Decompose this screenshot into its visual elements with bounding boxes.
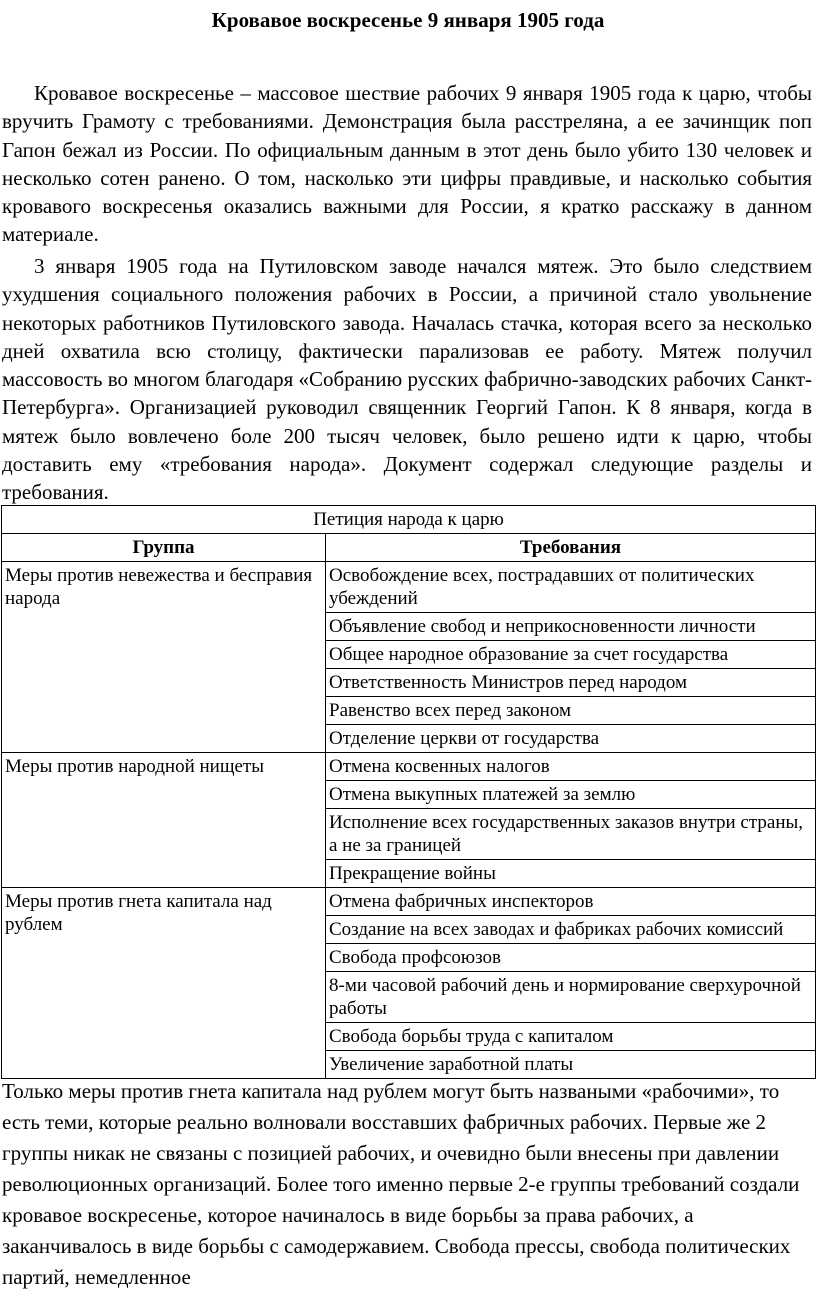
group-cell: Меры против невежества и бесправия народа	[2, 562, 326, 753]
demand-cell: Отмена фабричных инспекторов	[326, 888, 816, 916]
demand-cell: Исполнение всех государственных заказов внутри страны, а не за границей	[326, 809, 816, 860]
page-title: Кровавое воскресенье 9 января 1905 года	[211, 8, 605, 32]
demand-cell: Создание на всех заводах и фабриках рабочих комиссий	[326, 916, 816, 944]
demand-cell: 8-ми часовой рабочий день и нормирование сверхурочной работы	[326, 972, 816, 1023]
demand-cell: Ответственность Министров перед народом	[326, 669, 816, 697]
column-header-group: Группа	[2, 534, 326, 562]
demand-cell: Общее народное образование за счет государства	[326, 641, 816, 669]
petition-table	[1, 505, 816, 1079]
group-cell: Меры против народной нищеты	[2, 753, 326, 888]
group-cell: Меры против гнета капитала над рублем	[2, 888, 326, 1079]
table-caption: Петиция народа к царю	[2, 506, 816, 534]
conclusion-paragraph: Только меры против гнета капитала над рублем могут быть назваными «рабочими», то есть теми, которые реально волновали восставших фабричных рабочих. Первые же 2 группы никак не связаны с позицией рабочих, и очевидно были внесены при давлении революционных организаций. Более того именно первые 2-е группы требований создали кровавое воскресенье, которое начиналось в виде борьбы за права рабочих, а заканчивалось в виде борьбы с самодержавием. Свобода прессы, свобода политических партий, немедленное	[2, 1079, 800, 1289]
demand-cell: Равенство всех перед законом	[326, 697, 816, 725]
demand-cell: Прекращение войны	[326, 860, 816, 888]
table-row	[2, 753, 816, 781]
demand-cell: Объявление свобод и неприкосновенности личности	[326, 613, 816, 641]
table-row	[2, 562, 816, 613]
demand-cell: Увеличение заработной платы	[326, 1051, 816, 1079]
intro-paragraph: Кровавое воскресенье – массовое шествие рабочих 9 января 1905 года к царю, чтобы вручить Грамоту с требованиями. Демонстрация была расстреляна, а ее зачинщик поп Гапон бежал из России. По официальным данным в этот день было убито 130 человек и несколько сотен ранено. О том, насколько эти цифры правдивые, и насколько события кровавого воскресенья оказались важными для России, я кратко расскажу в данном материале.	[2, 81, 812, 247]
demand-cell: Отмена косвенных налогов	[326, 753, 816, 781]
demand-cell: Свобода профсоюзов	[326, 944, 816, 972]
history-paragraph: 3 января 1905 года на Путиловском заводе начался мятеж. Это было следствием ухудшения социального положения рабочих в России, а причиной стало увольнение некоторых работников Путиловского завода. Началась стачка, которая всего за несколько дней охватила всю столицу, фактически парализовав ее работу. Мятеж получил массовость во многом благодаря «Собранию русских фабрично-заводских рабочих Санкт-Петербурга». Организацией руководил священник Георгий Гапон. К 8 января, когда в мятеж было вовлечено боле 200 тысяч человек, было решено идти к царю, чтобы доставить ему «требования народа». Документ содержал следующие разделы и требования.	[2, 254, 812, 505]
demand-cell: Освобождение всех, пострадавших от политических убеждений	[326, 562, 816, 613]
table-row	[2, 888, 816, 916]
demand-cell: Свобода борьбы труда с капиталом	[326, 1023, 816, 1051]
demand-cell: Отделение церкви от государства	[326, 725, 816, 753]
demand-cell: Отмена выкупных платежей за землю	[326, 781, 816, 809]
column-header-demands: Требования	[326, 534, 816, 562]
